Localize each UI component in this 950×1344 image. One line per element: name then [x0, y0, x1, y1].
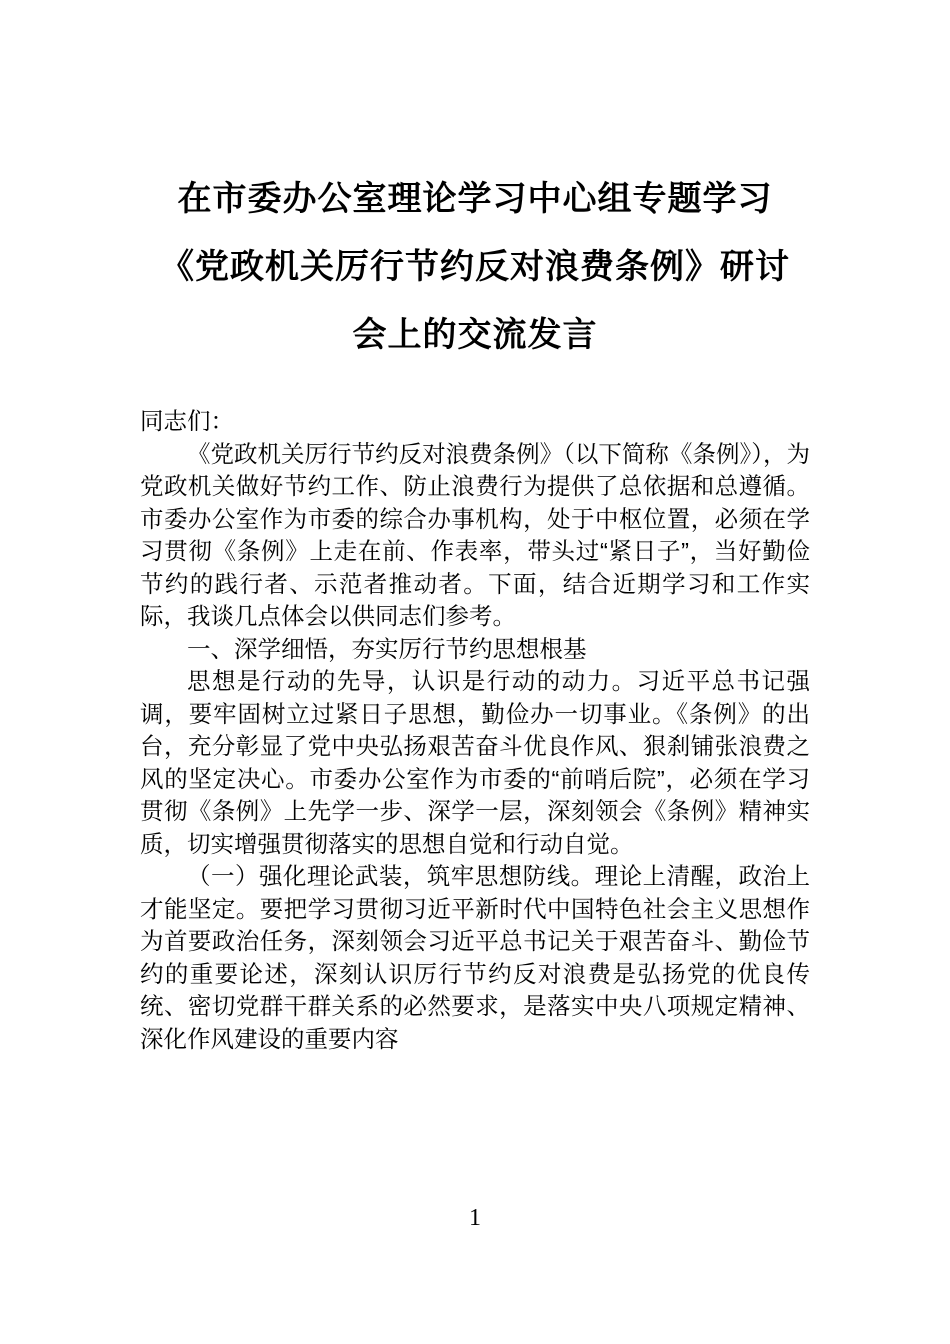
paragraph-subsection-1-1: （一）强化理论武装，筑牢思想防线。理论上清醒，政治上才能坚定。要把学习贯彻习近平新时代中国特色社会主义思想作为首要政治任务，深刻领会习近平总书记关于艰苦奋斗、勤俭节约的重要论述，深刻认识厉行节约反对浪费是弘扬党的优良传统、密切党群干群关系的必然要求，是落实中央八项规定精神、深化作风建设的重要内容: [140, 863, 810, 1052]
document-body: [140, 405, 810, 1055]
title-line-2: 《党政机关厉行节约反对浪费条例》研讨: [160, 248, 790, 286]
page-number: 1: [469, 1205, 481, 1231]
paragraph-section-1: 思想是行动的先导，认识是行动的动力。习近平总书记强调，要牢固树立过紧日子思想，勤俭办一切事业。《条例》的出台，充分彰显了党中央弘扬艰苦奋斗优良作风、狠刹铺张浪费之风的坚定决心。市委办公室作为市委的“前哨后院”，必须在学习贯彻《条例》上先学一步、深学一层，深刻领会《条例》精神实质，切实增强贯彻落实的思想自觉和行动自觉。: [140, 668, 810, 857]
title-line-3: 会上的交流发言: [352, 316, 598, 354]
section-heading-1: 一、深学细悟，夯实厉行节约思想根基: [187, 635, 587, 662]
title-line-1: 在市委办公室理论学习中心组专题学习: [177, 180, 773, 218]
document-title: [0, 0, 950, 369]
salutation: 同志们：: [140, 408, 234, 434]
paragraph-intro: 《党政机关厉行节约反对浪费条例》（以下简称《条例》），为党政机关做好节约工作、防止浪费行为提供了总依据和总遵循。市委办公室作为市委的综合办事机构，处于中枢位置，必须在学习贯彻《条例》上走在前、作表率，带头过“紧日子”，当好勤俭节约的践行者、示范者推动者。下面，结合近期学习和工作实际，我谈几点体会以供同志们参考。: [140, 440, 810, 629]
